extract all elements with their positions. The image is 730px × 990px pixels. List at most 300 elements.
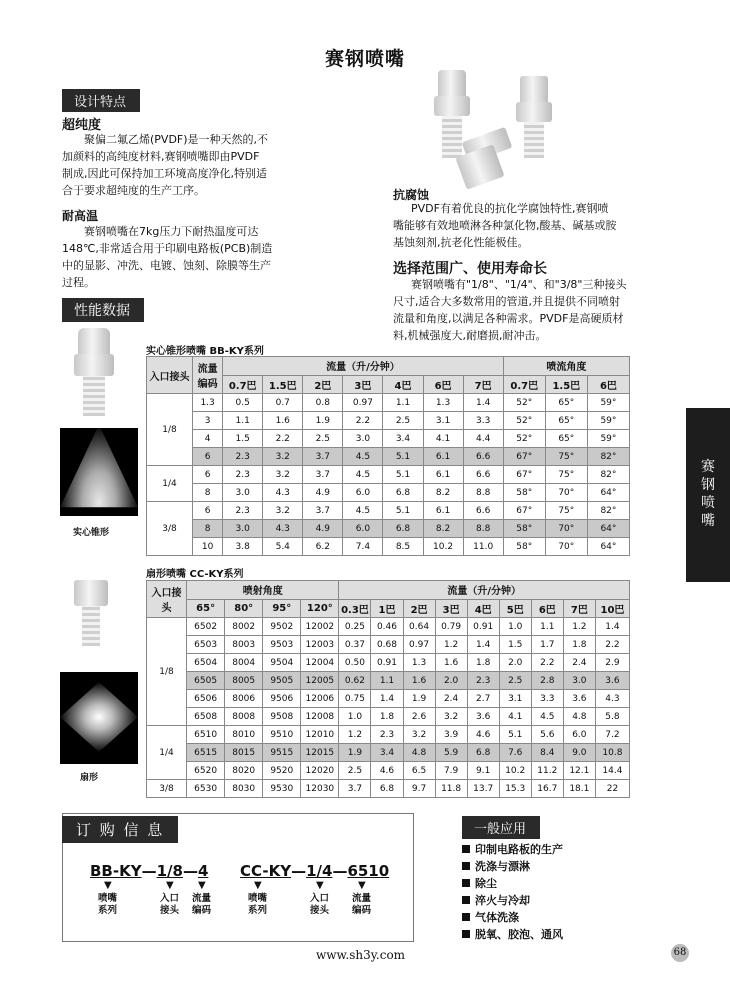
cc-image-caption: 扇形 <box>80 773 99 783</box>
cc-code-cell: 9502 <box>263 618 301 636</box>
cc-flow-cell: 1.6 <box>403 672 435 690</box>
cc-flow-cell: 7.2 <box>595 726 629 744</box>
cc-flow-cell: 4.6 <box>371 762 403 780</box>
cc-code-cell: 12004 <box>301 654 339 672</box>
bb-angle-cell: 65° <box>545 412 587 430</box>
bb-table-title: 实心锥形喷嘴 BB-KY系列 <box>146 346 264 357</box>
bb-code-cell: 4 <box>193 430 223 448</box>
corrosion-line: PVDF有着优良的抗化学腐蚀特性,赛钢喷 <box>411 202 609 215</box>
bb-code-cell: 6 <box>193 466 223 484</box>
cc-flow-cell: 1.9 <box>403 690 435 708</box>
cc-flow-cell: 6.5 <box>403 762 435 780</box>
cc-code-cell: 6502 <box>187 618 225 636</box>
cc-pressure-header: 0.3巴 <box>339 599 371 618</box>
cc-code-cell: 8003 <box>225 636 263 654</box>
bb-flow-cell: 1.1 <box>223 412 263 430</box>
cc-flow-cell: 2.3 <box>371 726 403 744</box>
cc-flow-cell: 13.7 <box>467 780 499 798</box>
bb-flow-cell: 4.3 <box>263 484 303 502</box>
cc-code-cell: 8006 <box>225 690 263 708</box>
bb-conn-cell: 1/4 <box>147 466 193 502</box>
bb-flow-cell: 1.5 <box>223 430 263 448</box>
bb-code-cell: 6 <box>193 448 223 466</box>
cc-code-flow: 6510 <box>347 862 390 880</box>
cc-flow-cell: 3.1 <box>499 690 531 708</box>
bb-flow-cell: 7.4 <box>343 538 383 556</box>
label-series: 喷嘴 系列 <box>248 893 268 916</box>
bb-flow-cell: 6.8 <box>383 520 423 538</box>
down-arrow-icon: ▼ <box>198 880 206 891</box>
cc-table-title: 扇形喷嘴 CC-KY系列 <box>146 569 244 580</box>
cc-flow-cell: 1.4 <box>595 618 629 636</box>
cc-code-cell: 6508 <box>187 708 225 726</box>
bb-flow-cell: 4.5 <box>343 448 383 466</box>
cc-flow-cell: 2.0 <box>435 672 467 690</box>
cc-flow-cell: 0.64 <box>403 618 435 636</box>
bb-angle-cell: 58° <box>503 538 545 556</box>
cc-flow-cell: 1.2 <box>339 726 371 744</box>
table-row <box>147 520 630 538</box>
bb-angle-cell: 67° <box>503 466 545 484</box>
bb-flow-cell: 3.0 <box>223 520 263 538</box>
table-row <box>147 448 630 466</box>
cc-flow-cell: 1.1 <box>531 618 563 636</box>
bb-flow-cell: 8.8 <box>463 520 503 538</box>
bb-flow-cell: 3.0 <box>343 430 383 448</box>
bb-flow-cell: 3.7 <box>303 466 343 484</box>
cc-code-cell: 9530 <box>263 780 301 798</box>
bb-angle-cell: 70° <box>545 484 587 502</box>
down-arrow-icon: ▼ <box>316 880 324 891</box>
bb-angle-cell: 82° <box>587 448 629 466</box>
list-item <box>462 875 563 892</box>
cc-flow-cell: 1.0 <box>339 708 371 726</box>
bb-flow-cell: 2.2 <box>343 412 383 430</box>
cc-flow-cell: 2.5 <box>339 762 371 780</box>
cc-flow-cell: 4.8 <box>563 708 595 726</box>
bb-angle-cell: 75° <box>545 448 587 466</box>
cc-flow-cell: 4.6 <box>467 726 499 744</box>
bb-code-cell: 1.3 <box>193 394 223 412</box>
bb-flow-pressure-header: 6巴 <box>423 375 463 394</box>
cc-code-cell: 8015 <box>225 744 263 762</box>
cc-code-cell: 12030 <box>301 780 339 798</box>
cc-flow-cell: 7.6 <box>499 744 531 762</box>
cc-flow-cell: 2.2 <box>595 636 629 654</box>
bb-angle-cell: 59° <box>587 430 629 448</box>
bb-flow-cell: 1.6 <box>263 412 303 430</box>
bb-flow-cell: 2.5 <box>383 412 423 430</box>
bb-flow-cell: 6.0 <box>343 484 383 502</box>
bb-flow-cell: 3.1 <box>423 412 463 430</box>
list-item <box>462 892 563 909</box>
cc-flow-cell: 4.1 <box>499 708 531 726</box>
cc-flow-cell: 0.25 <box>339 618 371 636</box>
cc-order-code <box>240 862 389 880</box>
cc-flow-cell: 22 <box>595 780 629 798</box>
website-url: www.sh3y.com <box>316 948 406 962</box>
bb-flow-cell: 3.4 <box>383 430 423 448</box>
bb-angle-cell: 59° <box>587 412 629 430</box>
cc-flow-cell: 1.1 <box>371 672 403 690</box>
list-item <box>462 909 563 926</box>
bb-flow-cell: 3.7 <box>303 448 343 466</box>
bb-flow-cell: 6.6 <box>463 466 503 484</box>
bb-flow-cell: 4.5 <box>343 466 383 484</box>
bb-flow-pressure-header: 3巴 <box>343 375 383 394</box>
bb-code-flow: 4 <box>197 862 209 880</box>
cc-flow-cell: 2.6 <box>403 708 435 726</box>
side-tab-char: 嘴 <box>701 513 715 529</box>
cc-code-cell: 6503 <box>187 636 225 654</box>
bb-header-conn: 入口接头 <box>147 357 193 394</box>
bb-conn-cell: 3/8 <box>147 502 193 556</box>
bb-flow-cell: 6.6 <box>463 502 503 520</box>
bb-flow-cell: 10.2 <box>423 538 463 556</box>
bb-flow-cell: 8.2 <box>423 484 463 502</box>
bb-angle-cell: 58° <box>503 484 545 502</box>
table-row <box>147 762 630 780</box>
bb-flow-pressure-header: 2巴 <box>303 375 343 394</box>
cc-flow-cell: 1.3 <box>403 654 435 672</box>
bb-flow-cell: 4.5 <box>343 502 383 520</box>
cc-code-cell: 9506 <box>263 690 301 708</box>
bb-flow-cell: 11.0 <box>463 538 503 556</box>
bb-flow-cell: 4.3 <box>263 520 303 538</box>
bb-angle-cell: 75° <box>545 502 587 520</box>
cc-angle-header: 120° <box>301 599 339 618</box>
cc-flow-cell: 5.1 <box>499 726 531 744</box>
bb-angle-cell: 70° <box>545 520 587 538</box>
bb-angle-cell: 64° <box>587 538 629 556</box>
cc-flow-cell: 6.0 <box>563 726 595 744</box>
cc-spray-image <box>60 672 138 764</box>
bb-flow-cell: 2.3 <box>223 502 263 520</box>
page-title: 赛钢喷嘴 <box>324 48 405 70</box>
table-row <box>147 484 630 502</box>
cc-flow-cell: 1.0 <box>499 618 531 636</box>
purity-line: 加颜料的高纯度材料,赛钢喷嘴即由PVDF <box>62 150 260 163</box>
table-row <box>147 654 630 672</box>
label-series: 喷嘴 系列 <box>98 893 118 916</box>
cc-code-cell: 12010 <box>301 726 339 744</box>
bb-angle-cell: 65° <box>545 394 587 412</box>
heat-line: 中的显影、冲洗、电镀、蚀刻、除膜等生产 <box>62 259 271 272</box>
cc-flow-cell: 0.91 <box>467 618 499 636</box>
bullet-square-icon <box>462 913 470 921</box>
cc-flow-cell: 3.6 <box>563 690 595 708</box>
bb-flow-cell: 0.5 <box>223 394 263 412</box>
heat-title: 耐高温 <box>62 209 99 223</box>
cc-code-cell: 8004 <box>225 654 263 672</box>
corrosion-paragraph <box>393 200 683 251</box>
cc-code-cell: 12006 <box>301 690 339 708</box>
bb-spec-table <box>146 356 630 556</box>
bb-flow-cell: 4.4 <box>463 430 503 448</box>
bb-flow-cell: 2.2 <box>263 430 303 448</box>
applications-list <box>462 841 563 943</box>
cc-pressure-header: 5巴 <box>499 599 531 618</box>
table-row <box>147 466 630 484</box>
performance-header: 性能数据 <box>62 298 144 322</box>
cc-flow-cell: 3.3 <box>531 690 563 708</box>
bb-flow-cell: 3.2 <box>263 448 303 466</box>
application-label: 脱氧、胶泡、通风 <box>475 928 563 941</box>
cc-code-cell: 6510 <box>187 726 225 744</box>
bb-angle-cell: 82° <box>587 466 629 484</box>
bb-conn-cell: 1/8 <box>147 394 193 466</box>
cc-flow-cell: 5.8 <box>595 708 629 726</box>
bb-flow-cell: 0.7 <box>263 394 303 412</box>
cc-flow-cell: 2.5 <box>499 672 531 690</box>
cc-header-row2 <box>147 599 630 618</box>
range-line: 流量和角度,以满足各种需求。PVDF是高硬质材 <box>393 312 624 325</box>
bullet-square-icon <box>462 930 470 938</box>
application-label: 除尘 <box>475 877 497 890</box>
cc-flow-cell: 3.6 <box>595 672 629 690</box>
bb-code-sep: — <box>182 862 198 880</box>
table-row <box>147 430 630 448</box>
cc-flow-cell: 1.4 <box>467 636 499 654</box>
cc-nozzle-image <box>68 580 114 650</box>
bb-flow-cell: 8.5 <box>383 538 423 556</box>
cc-code-cell: 9510 <box>263 726 301 744</box>
cc-flow-cell: 0.50 <box>339 654 371 672</box>
bb-image-caption: 实心锥形 <box>73 528 110 538</box>
cc-code-cell: 6506 <box>187 690 225 708</box>
bb-code-cell: 10 <box>193 538 223 556</box>
design-features-header: 设计特点 <box>62 89 140 112</box>
bb-angle-cell: 75° <box>545 466 587 484</box>
cc-flow-cell: 10.2 <box>499 762 531 780</box>
cc-flow-cell: 3.4 <box>371 744 403 762</box>
cc-code-cell: 12008 <box>301 708 339 726</box>
cc-pressure-header: 3巴 <box>435 599 467 618</box>
bb-flow-cell: 6.6 <box>463 448 503 466</box>
table-row <box>147 636 630 654</box>
cc-flow-cell: 1.2 <box>435 636 467 654</box>
label-flow: 流量 编码 <box>352 893 372 916</box>
bb-flow-cell: 4.1 <box>423 430 463 448</box>
order-info-header: 订 购 信 息 <box>62 816 178 843</box>
cc-flow-cell: 15.3 <box>499 780 531 798</box>
purity-line: 合于要求超纯度的生产工序。 <box>62 184 205 197</box>
cc-code-cell: 8002 <box>225 618 263 636</box>
cc-flow-cell: 12.1 <box>563 762 595 780</box>
bb-flow-cell: 1.1 <box>383 394 423 412</box>
table-row <box>147 726 630 744</box>
cc-code-cell: 6520 <box>187 762 225 780</box>
cc-flow-cell: 1.2 <box>563 618 595 636</box>
cc-flow-cell: 1.8 <box>371 708 403 726</box>
table-row <box>147 780 630 798</box>
list-item <box>462 841 563 858</box>
bb-flow-cell: 1.9 <box>303 412 343 430</box>
bb-code-cell: 3 <box>193 412 223 430</box>
table-row <box>147 538 630 556</box>
cc-flow-cell: 2.7 <box>467 690 499 708</box>
cc-flow-cell: 1.6 <box>435 654 467 672</box>
corrosion-line: 基蚀刻剂,抗老化性能极佳。 <box>393 236 529 249</box>
bullet-square-icon <box>462 845 470 853</box>
cc-flow-cell: 0.91 <box>371 654 403 672</box>
bb-flow-cell: 3.7 <box>303 502 343 520</box>
bb-flow-cell: 2.5 <box>303 430 343 448</box>
cc-header-angle: 喷射角度 <box>187 581 339 600</box>
cc-flow-cell: 14.4 <box>595 762 629 780</box>
bb-code-cell: 8 <box>193 520 223 538</box>
cc-code-cell: 9503 <box>263 636 301 654</box>
cc-flow-cell: 2.0 <box>499 654 531 672</box>
cc-angle-header: 80° <box>225 599 263 618</box>
side-tab-char: 赛 <box>701 459 715 475</box>
bb-flow-cell: 6.2 <box>303 538 343 556</box>
heat-paragraph <box>62 223 382 291</box>
cc-angle-header: 65° <box>187 599 225 618</box>
bb-code-series: BB-KY <box>90 862 142 880</box>
cc-flow-cell: 3.0 <box>563 672 595 690</box>
nozzle-product-photo <box>430 68 570 198</box>
cc-flow-cell: 3.2 <box>403 726 435 744</box>
bb-code-cell: 6 <box>193 502 223 520</box>
bb-flow-cell: 0.8 <box>303 394 343 412</box>
cc-code-cell: 12020 <box>301 762 339 780</box>
cc-flow-cell: 5.6 <box>531 726 563 744</box>
bb-flow-cell: 5.1 <box>383 448 423 466</box>
bb-angle-cell: 82° <box>587 502 629 520</box>
cc-flow-cell: 0.97 <box>403 636 435 654</box>
cc-flow-cell: 8.4 <box>531 744 563 762</box>
cc-conn-cell: 1/8 <box>147 618 187 726</box>
cc-header-conn: 入口接头 <box>147 581 187 618</box>
purity-line: 聚偏二氟乙烯(PVDF)是一种天然的,不 <box>84 133 269 146</box>
cc-code-cell: 9515 <box>263 744 301 762</box>
bb-spray-image <box>60 428 138 516</box>
cc-flow-cell: 11.2 <box>531 762 563 780</box>
cc-code-cell: 12015 <box>301 744 339 762</box>
bb-flow-pressure-header: 1.5巴 <box>263 375 303 394</box>
range-line: 料,机械强度大,耐磨损,耐冲击。 <box>393 329 547 342</box>
cc-code-series: CC-KY <box>240 862 292 880</box>
cc-header-flow: 流量（升/分钟） <box>339 581 630 600</box>
cc-code-cell: 12002 <box>301 618 339 636</box>
bb-flow-cell: 6.8 <box>383 484 423 502</box>
bb-angle-cell: 52° <box>503 394 545 412</box>
cc-flow-cell: 4.3 <box>595 690 629 708</box>
bb-flow-cell: 1.3 <box>423 394 463 412</box>
bullet-square-icon <box>462 896 470 904</box>
table-row <box>147 708 630 726</box>
corrosion-title: 抗腐蚀 <box>393 188 430 202</box>
bb-flow-cell: 8.8 <box>463 484 503 502</box>
bb-angle-pressure-header: 6巴 <box>587 375 629 394</box>
bb-angle-cell: 67° <box>503 502 545 520</box>
label-conn: 入口 接头 <box>310 893 330 916</box>
cc-flow-cell: 3.7 <box>339 780 371 798</box>
cc-conn-cell: 3/8 <box>147 780 187 798</box>
bb-flow-pressure-header: 4巴 <box>383 375 423 394</box>
bb-flow-cell: 1.4 <box>463 394 503 412</box>
cc-code-cell: 8030 <box>225 780 263 798</box>
cc-code-cell: 9504 <box>263 654 301 672</box>
cc-flow-cell: 11.8 <box>435 780 467 798</box>
label-flow: 流量 编码 <box>192 893 212 916</box>
cc-flow-cell: 6.8 <box>467 744 499 762</box>
heat-line: 赛钢喷嘴在7kg压力下耐热温度可达 <box>84 225 259 238</box>
bb-angle-cell: 58° <box>503 520 545 538</box>
cc-flow-cell: 0.62 <box>339 672 371 690</box>
cc-code-sep: — <box>291 862 307 880</box>
bb-flow-cell: 0.97 <box>343 394 383 412</box>
page-number: 68 <box>671 944 689 962</box>
bb-flow-cell: 5.4 <box>263 538 303 556</box>
purity-title: 超纯度 <box>62 118 102 133</box>
bb-flow-cell: 6.1 <box>423 448 463 466</box>
table-row <box>147 744 630 762</box>
bb-angle-cell: 70° <box>545 538 587 556</box>
cc-code-cell: 9508 <box>263 708 301 726</box>
table-row <box>147 690 630 708</box>
cc-flow-cell: 16.7 <box>531 780 563 798</box>
bb-code-conn: 1/8 <box>156 862 183 880</box>
cc-code-cell: 6530 <box>187 780 225 798</box>
cc-flow-cell: 0.46 <box>371 618 403 636</box>
purity-line: 制成,因此可保持加工环境高度净化,特别适 <box>62 167 267 180</box>
cc-flow-cell: 0.37 <box>339 636 371 654</box>
bb-header-code: 流量编码 <box>193 357 223 394</box>
application-label: 洗涤与漂淋 <box>475 860 530 873</box>
cc-pressure-header: 1巴 <box>371 599 403 618</box>
cc-flow-cell: 2.8 <box>531 672 563 690</box>
bb-flow-cell: 3.8 <box>223 538 263 556</box>
bb-angle-cell: 52° <box>503 430 545 448</box>
cc-code-cell: 12003 <box>301 636 339 654</box>
bb-angle-cell: 67° <box>503 448 545 466</box>
bb-flow-cell: 4.9 <box>303 520 343 538</box>
bb-angle-cell: 52° <box>503 412 545 430</box>
bullet-square-icon <box>462 862 470 870</box>
cc-flow-cell: 9.0 <box>563 744 595 762</box>
cc-flow-cell: 1.4 <box>371 690 403 708</box>
cc-flow-cell: 1.7 <box>531 636 563 654</box>
bb-code-cell: 8 <box>193 484 223 502</box>
bb-header-angle: 喷流角度 <box>503 357 629 376</box>
cc-code-cell: 9505 <box>263 672 301 690</box>
cc-flow-cell: 2.9 <box>595 654 629 672</box>
cc-code-cell: 8005 <box>225 672 263 690</box>
bb-flow-cell: 8.2 <box>423 520 463 538</box>
table-row <box>147 672 630 690</box>
cc-pressure-header: 6巴 <box>531 599 563 618</box>
cc-flow-cell: 1.8 <box>563 636 595 654</box>
bb-angle-cell: 64° <box>587 484 629 502</box>
application-label: 气体洗涤 <box>475 911 519 924</box>
bb-flow-cell: 6.0 <box>343 520 383 538</box>
cc-flow-cell: 3.6 <box>467 708 499 726</box>
cc-spec-table <box>146 580 630 798</box>
bb-order-code <box>90 862 208 880</box>
cc-code-cell: 8020 <box>225 762 263 780</box>
cc-flow-cell: 3.2 <box>435 708 467 726</box>
bb-flow-pressure-header: 7巴 <box>463 375 503 394</box>
cc-code-cell: 12005 <box>301 672 339 690</box>
cc-flow-cell: 5.9 <box>435 744 467 762</box>
bb-angle-cell: 64° <box>587 520 629 538</box>
bb-flow-cell: 5.1 <box>383 502 423 520</box>
bb-angle-pressure-header: 0.7巴 <box>503 375 545 394</box>
down-arrow-icon: ▼ <box>166 880 174 891</box>
range-line: 尺寸,适合大多数常用的管道,并且提供不同喷射 <box>393 295 620 308</box>
